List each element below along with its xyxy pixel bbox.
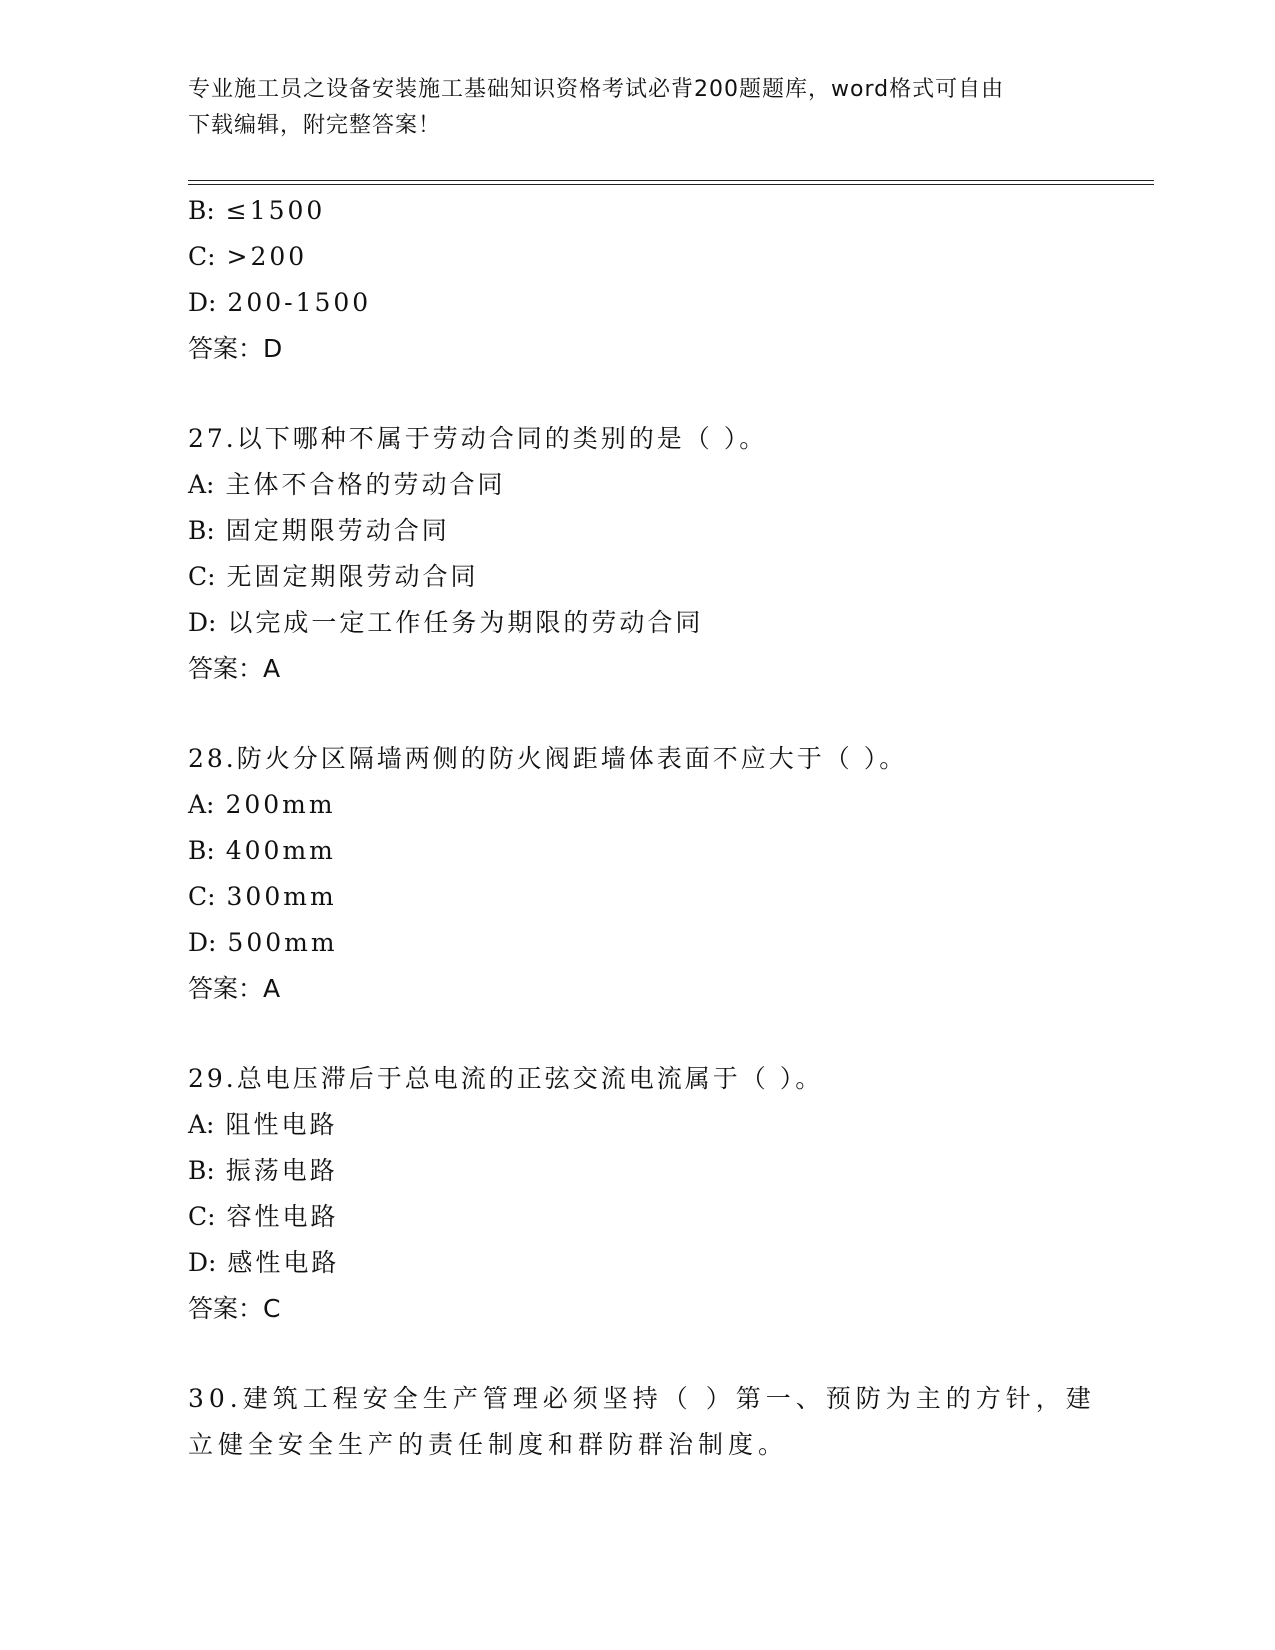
spacer (188, 1332, 1088, 1376)
option-label: D: (188, 288, 217, 317)
option-label: D: (188, 608, 217, 637)
option-c (188, 234, 1088, 280)
header-line-2: 下载编辑，附完整答案！ (188, 113, 442, 138)
option-label: B: (188, 836, 215, 865)
answer-line: 答案：A (188, 974, 281, 1003)
question-27 (188, 416, 1088, 692)
option-b (188, 828, 1088, 874)
option-text: ≤1500 (225, 196, 326, 225)
question-stem: 28.防火分区隔墙两侧的防火阀距墙体表面不应大于（ ）。 (188, 744, 908, 773)
option-label: C: (188, 242, 216, 271)
spacer (188, 1012, 1088, 1056)
question-stem: 27.以下哪种不属于劳动合同的类别的是（ ）。 (188, 424, 768, 453)
option-text: 500mm (227, 928, 338, 957)
question-26-tail (188, 188, 1088, 372)
option-text: 容性电路 (226, 1202, 339, 1231)
option-d (188, 280, 1088, 326)
option-text: 以完成一定工作任务为期限的劳动合同 (227, 608, 704, 637)
question-29 (188, 1056, 1088, 1332)
option-c (188, 554, 1088, 600)
option-label: D: (188, 1248, 217, 1277)
option-a (188, 462, 1088, 508)
option-text: 无固定期限劳动合同 (226, 562, 479, 591)
option-label: C: (188, 882, 216, 911)
option-label: B: (188, 516, 215, 545)
question-stem: 29.总电压滞后于总电流的正弦交流电流属于（ ）。 (188, 1064, 824, 1093)
header-line-1: 专业施工员之设备安装施工基础知识资格考试必背200题题库，word格式可自由 (188, 77, 1005, 102)
option-b (188, 188, 1088, 234)
option-d (188, 920, 1088, 966)
option-text: 主体不合格的劳动合同 (225, 470, 506, 499)
option-text: 400mm (225, 836, 336, 865)
header-divider-top (188, 180, 1154, 181)
option-b (188, 508, 1088, 554)
option-label: A: (188, 790, 215, 819)
option-text: 300mm (226, 882, 337, 911)
option-b (188, 1148, 1088, 1194)
option-label: C: (188, 562, 216, 591)
option-d (188, 1240, 1088, 1286)
header-divider-bottom (188, 184, 1154, 185)
spacer (188, 372, 1088, 416)
option-text: 固定期限劳动合同 (225, 516, 450, 545)
option-label: C: (188, 1202, 216, 1231)
answer-line: 答案：A (188, 654, 281, 683)
spacer (188, 692, 1088, 736)
option-text: >200 (226, 242, 308, 271)
option-text: 200mm (225, 790, 336, 819)
option-text: 阻性电路 (225, 1110, 338, 1139)
question-30 (188, 1376, 1096, 1468)
option-label: B: (188, 196, 215, 225)
option-label: A: (188, 470, 215, 499)
option-label: D: (188, 928, 217, 957)
option-text: 200-1500 (227, 288, 372, 317)
answer-line: 答案：C (188, 1294, 281, 1323)
option-c (188, 1194, 1088, 1240)
option-a (188, 1102, 1088, 1148)
option-label: B: (188, 1156, 215, 1185)
option-c (188, 874, 1088, 920)
answer-line: 答案：D (188, 334, 283, 363)
option-text: 振荡电路 (225, 1156, 338, 1185)
question-stem-line-2: 立健全安全生产的责任制度和群防群治制度。 (188, 1430, 789, 1459)
question-list (188, 188, 1096, 1468)
option-label: A: (188, 1110, 215, 1139)
option-a (188, 782, 1088, 828)
question-stem-line-1: 30.建筑工程安全生产管理必须坚持（ ）第一、预防为主的方针，建 (188, 1384, 1096, 1413)
question-28 (188, 736, 1088, 1012)
document-header (188, 72, 1088, 144)
option-d (188, 600, 1088, 646)
option-text: 感性电路 (227, 1248, 340, 1277)
